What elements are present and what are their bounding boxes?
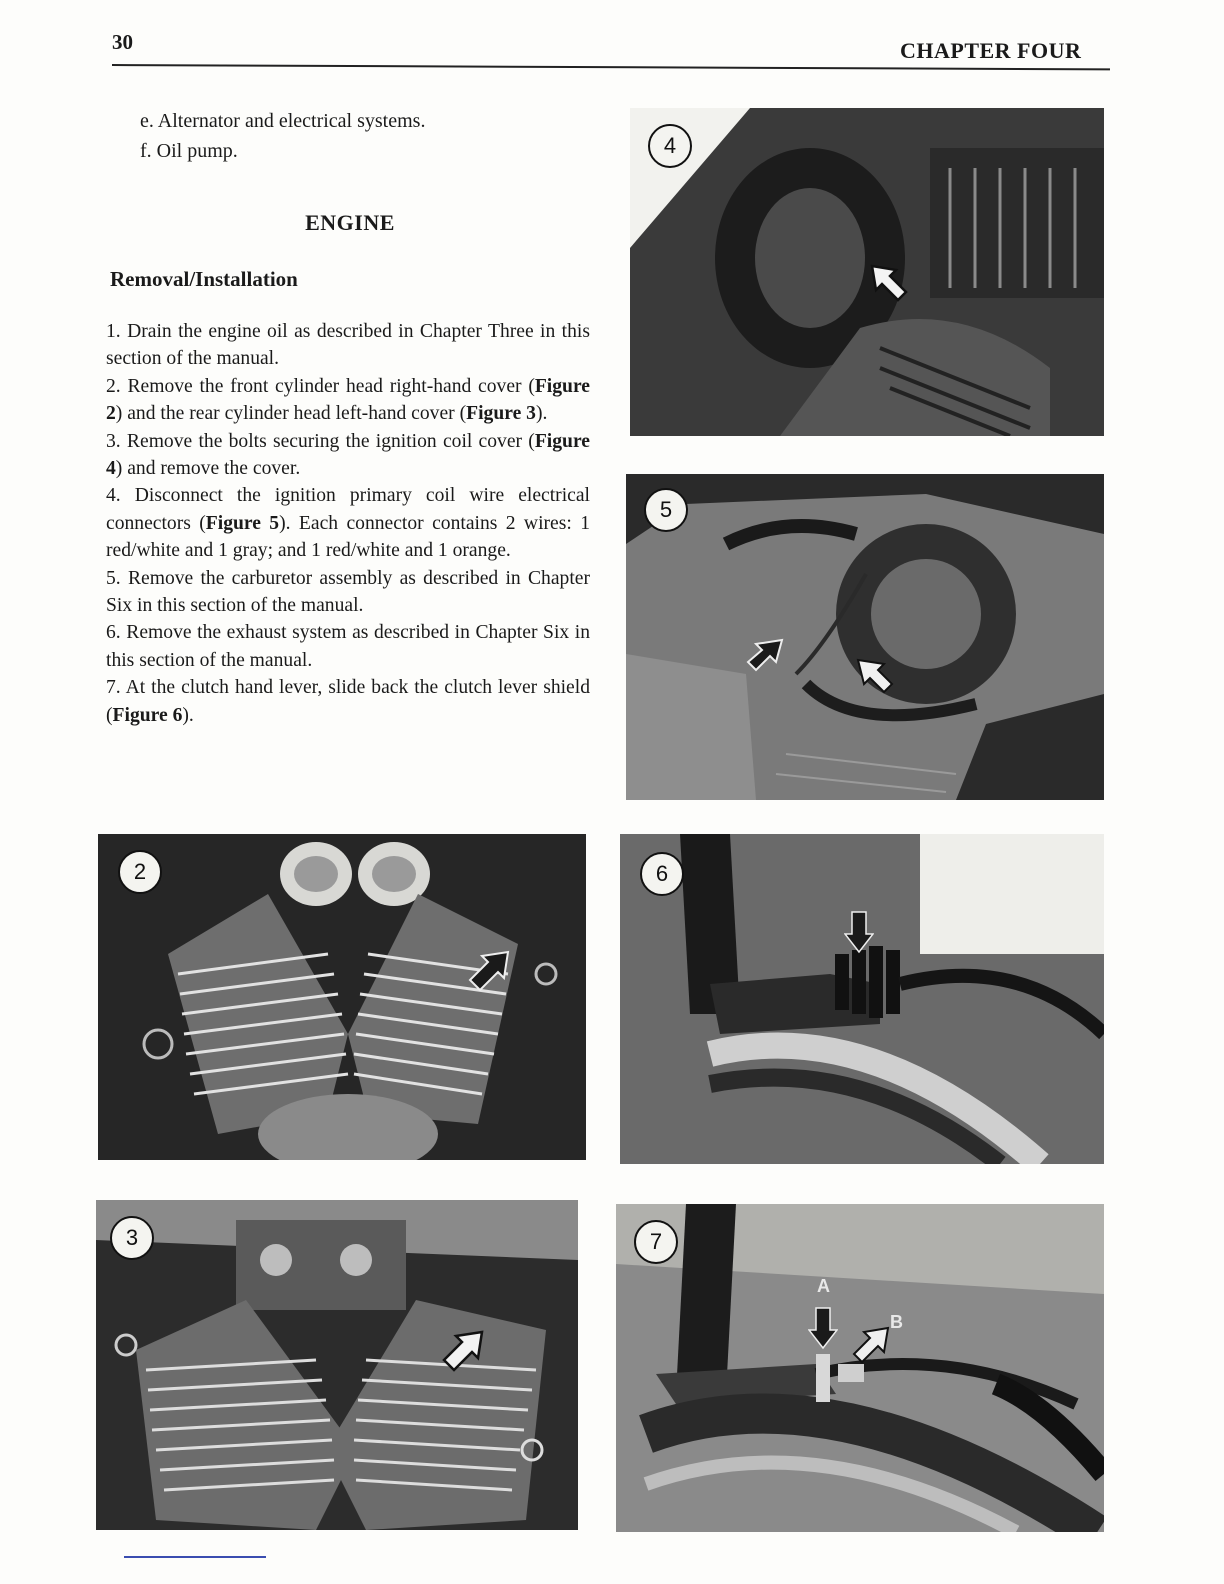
step-5: 5. Remove the carburetor assembly as described in Chapter Six in this section of the manual. [106,567,590,617]
footer-rule [124,1556,266,1558]
figure-number-badge: 3 [110,1216,154,1260]
arrow-icon [844,910,874,954]
header-rule [112,64,1110,70]
figure-number-badge: 6 [640,852,684,896]
step-6: 6. Remove the exhaust system as described in Chapter Six in this section of the manual. [106,622,590,671]
arrow-icon [808,1306,838,1350]
list-item: f. Oil pump. [140,140,238,162]
arrow-icon [746,632,786,672]
chapter-title: CHAPTER FOUR [900,38,1082,63]
figure-number-badge: 5 [644,488,688,532]
step-3: 3. Remove the bolts securing the ignition coil cover (Figure 4) and remove the cover. [106,430,590,480]
figure-3-photo [96,1200,578,1530]
page-number: 30 [112,30,133,54]
figure-reference[interactable]: Figure 2 [106,375,590,425]
figure-reference[interactable]: Figure 4 [106,430,590,480]
callout-label-a: A [817,1276,830,1296]
figure-5-photo [626,474,1104,800]
engine-photo-illustration [626,474,1104,800]
section-heading: ENGINE [305,210,395,235]
list-item: e. Alternator and electrical systems. [140,110,426,132]
arrow-icon [866,260,910,304]
figure-2-photo [98,834,586,1160]
arrow-icon [442,1328,486,1372]
figure-reference[interactable]: Figure 3 [466,403,536,425]
figure-6-photo [620,834,1104,1164]
figure-7-photo [616,1204,1104,1532]
figure-number-badge: 2 [118,850,162,894]
step-4: 4. Disconnect the ignition primary coil wire electrical connectors (Figure 5). Each connector contains 2 wires: 1 red/white and 1 gray; and 1 red/white and 1 orange. [106,485,590,562]
engine-photo-illustration [98,834,586,1160]
figure-number-badge: 7 [634,1220,678,1264]
continued-list [140,106,425,166]
figure-number-badge: 4 [648,124,692,168]
arrow-icon [852,1324,892,1364]
engine-photo-illustration [96,1200,578,1530]
procedure-steps [106,318,590,729]
step-2: 2. Remove the front cylinder head right-hand cover (Figure 2) and the rear cylinder head left-hand cover (Figure 3). [106,375,590,425]
engine-photo-illustration [616,1204,1104,1532]
figure-4-photo [630,108,1104,436]
arrow-icon [468,948,512,992]
engine-photo-illustration [620,834,1104,1164]
arrow-icon [854,654,894,694]
figure-reference[interactable]: Figure 5 [205,512,280,534]
subheading: Removal/Installation [110,267,298,291]
figure-reference[interactable]: Figure 6 [112,704,183,726]
callout-label-b: B [890,1312,903,1332]
step-7: 7. At the clutch hand lever, slide back the clutch lever shield (Figure 6). [106,677,590,726]
step-1: 1. Drain the engine oil as described in Chapter Three in this section of the manual. [106,321,590,370]
